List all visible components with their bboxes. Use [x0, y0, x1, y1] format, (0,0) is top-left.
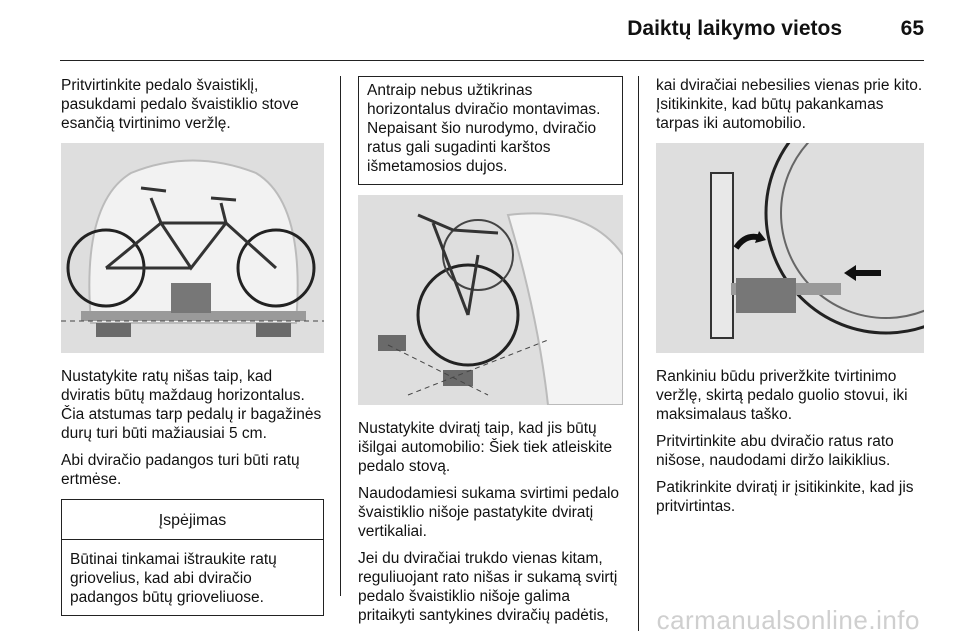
pedal-fastener-drawing	[656, 143, 924, 353]
paragraph: Jei du dviračiai trukdo vienas kitam, reguliuojant rato nišas ir sukamą svirtį pedalo švaistiklio nišoje galima pritaikyti santykines dviračių padėtis,	[358, 550, 618, 624]
page-header-title: Daiktų laikymo vietos	[627, 17, 842, 40]
warning-box	[61, 499, 324, 616]
bike-alignment-drawing	[358, 195, 623, 405]
header-rule	[60, 60, 924, 61]
column-3	[656, 76, 924, 524]
paragraph: Nustatykite dviratį taip, kad jis būtų išilgai automobilio: Šiek tiek atleiskite pedalo stovą.	[358, 420, 613, 475]
warning-continuation-text: Antraip nebus užtikrinas horizontalus dviračio montavimas. Nepaisant šio nurodymo, dviračio ratus gali sugadinti karštos išmetamosios dujos.	[367, 82, 601, 175]
continued-warning-box	[358, 76, 623, 185]
warning-title: Įspėjimas	[62, 500, 323, 540]
paragraph: Rankiniu būdu priveržkite tvirtinimo veržlę, skirtą pedalo guolio stovui, iki maksimalaus taško.	[656, 368, 908, 423]
bike-on-carrier-drawing	[61, 143, 324, 353]
paragraph: Patikrinkite dviratį ir įsitikinkite, kad jis pritvirtintas.	[656, 479, 914, 515]
paragraph: kai dviračiai nebesilies vienas prie kito. Įsitikinkite, kad būtų pakankamas tarpas iki automobilio.	[656, 77, 923, 132]
paragraph: Nustatykite ratų nišas taip, kad dviratis būtų maždaug horizontalus. Čia atstumas tarp pedalų ir bagažinės durų turi būti mažiausiai 5 cm.	[61, 368, 322, 442]
column-divider-2	[638, 76, 639, 631]
paragraph: Naudodamiesi sukama svirtimi pedalo švaistiklio nišoje pastatykite dviratį vertikaliai.	[358, 485, 620, 540]
bike-side-illustration	[358, 195, 623, 405]
paragraph: Pritvirtinkite pedalo švaistiklį, pasukdami pedalo švaistiklio stove esančią tvirtinimo veržlę.	[61, 77, 299, 132]
watermark: carmanualsonline.info	[656, 605, 920, 635]
bike-rear-illustration	[61, 143, 324, 353]
page-number: 65	[900, 17, 924, 40]
warning-text: Būtinai tinkamai ištraukite ratų griovelius, kad abi dviračio padangos būtų grioveliuose.	[70, 551, 277, 606]
column-divider-1	[340, 76, 341, 596]
paragraph: Pritvirtinkite abu dviračio ratus rato nišose, naudodami diržo laikiklius.	[656, 433, 894, 469]
paragraph: Abi dviračio padangos turi būti ratų ertmėse.	[61, 452, 300, 488]
pedal-holder-illustration	[656, 143, 924, 353]
column-1	[61, 76, 324, 616]
column-2	[358, 76, 623, 633]
